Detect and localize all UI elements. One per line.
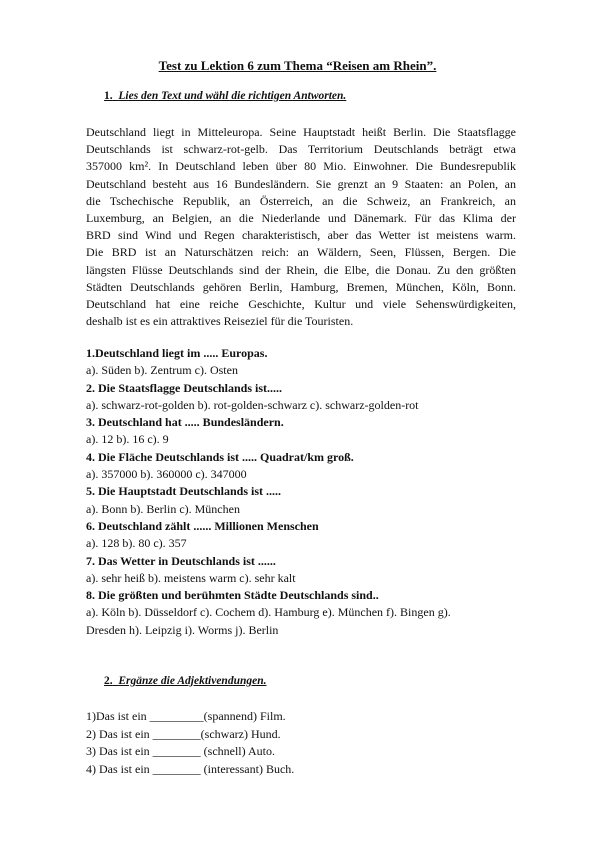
answer-options: a). schwarz-rot-golden b). rot-golden-schwarz c). schwarz-golden-rot <box>86 397 419 412</box>
question: 3. Deutschland hat ..... Bundesländern. <box>86 415 284 430</box>
answer-options: a). Süden b). Zentrum c). Osten <box>86 363 238 378</box>
section-2-heading <box>104 675 267 687</box>
exercise-item: 1)Das ist ein _________(spannend) Film. <box>86 709 286 723</box>
page-title: Test zu Lektion 6 zum Thema “Reisen am Rhein”. <box>158 58 437 73</box>
passage-line: deshalb ist es ein attraktives Reiseziel für die Touristen. <box>86 314 354 329</box>
section-1-heading <box>104 90 346 102</box>
adjective-exercise <box>86 708 294 778</box>
section-1-heading-text: Lies den Text und wähl die richtigen Antworten. <box>118 90 347 102</box>
question: 4. Die Fläche Deutschlands ist ..... Quadrat/km groß. <box>86 449 354 464</box>
passage-line: Deutschland hat eine reiche Geschichte, Kultur und viele Sehenswürdigkeiten, <box>86 297 516 312</box>
answer-options: a). 357000 b). 360000 c). 347000 <box>86 467 247 482</box>
passage-line: BRD sind Wind und Regen charakteristisch, aber das Wetter ist meistens warm. <box>86 228 516 243</box>
exercise-item: 3) Das ist ein ________ (schnell) Auto. <box>86 744 275 758</box>
section-1-number: 1. <box>104 90 113 102</box>
answer-options: a). sehr heiß b). meistens warm c). sehr kalt <box>86 570 296 585</box>
section-2-number: 2. <box>104 675 113 687</box>
passage-line: längsten Flüsse Deutschlands sind der Rhein, die Elbe, die Donau. Zu den größten <box>86 262 516 277</box>
answer-options: a). 128 b). 80 c). 357 <box>86 536 187 551</box>
question: 6. Deutschland zählt ...... Millionen Menschen <box>86 518 319 533</box>
exercise-item: 2) Das ist ein ________(schwarz) Hund. <box>86 726 281 741</box>
passage-line: Deutschlands ist schwarz-rot-gelb. Das Territorium Deutschlands beträgt etwa <box>86 142 516 157</box>
passage-line: Die BRD ist an Naturschätzen reich: an Wäldern, Seen, Flüssen, Bergen. Die <box>86 245 516 260</box>
answer-options: Dresden h). Leipzig i). Worms j). Berlin <box>86 622 279 637</box>
section-2-heading-text: Ergänze die Adjektivendungen. <box>118 675 267 687</box>
question-list <box>86 345 526 639</box>
question: 8. Die größten und berühmten Städte Deutschlands sind.. <box>86 588 379 603</box>
answer-options: a). Bonn b). Berlin c). München <box>86 501 240 516</box>
passage-line: die Tschechische Republik, an Österreich, an die Schweiz, an Frankreich, an <box>86 193 516 208</box>
question: 5. Die Hauptstadt Deutschlands ist ..... <box>86 484 282 499</box>
reading-passage <box>86 124 516 330</box>
passage-line: Städten Deutschlands gehören Berlin, Hamburg, Bremen, München, Köln, Bonn. <box>86 279 516 294</box>
passage-line: Deutschland liegt in Mitteleuropa. Seine Hauptstadt heißt Berlin. Die Staatsflagge <box>86 125 516 139</box>
answer-options: a). Köln b). Düsseldorf c). Cochem d). Hamburg e). München f). Bingen g). <box>86 605 451 620</box>
passage-line: Luxemburg, an Belgien, an die Niederlande und Dänemark. Für das Klima der <box>86 211 516 226</box>
question: 7. Das Wetter in Deutschlands ist ...... <box>86 553 276 568</box>
question: 2. Die Staatsflagge Deutschlands ist..... <box>86 380 283 395</box>
answer-options: a). 12 b). 16 c). 9 <box>86 432 169 447</box>
question: 1.Deutschland liegt im ..... Europas. <box>86 346 268 360</box>
exercise-item: 4) Das ist ein ________ (interessant) Buch. <box>86 761 295 776</box>
passage-line: Deutschland besteht aus 16 Bundesländern. Sie grenzt an 9 Staaten: an Polen, an <box>86 176 516 191</box>
passage-line: 357000 km². In Deutschland leben über 80 Mio. Einwohner. Die Bundesrepublik <box>86 159 516 174</box>
